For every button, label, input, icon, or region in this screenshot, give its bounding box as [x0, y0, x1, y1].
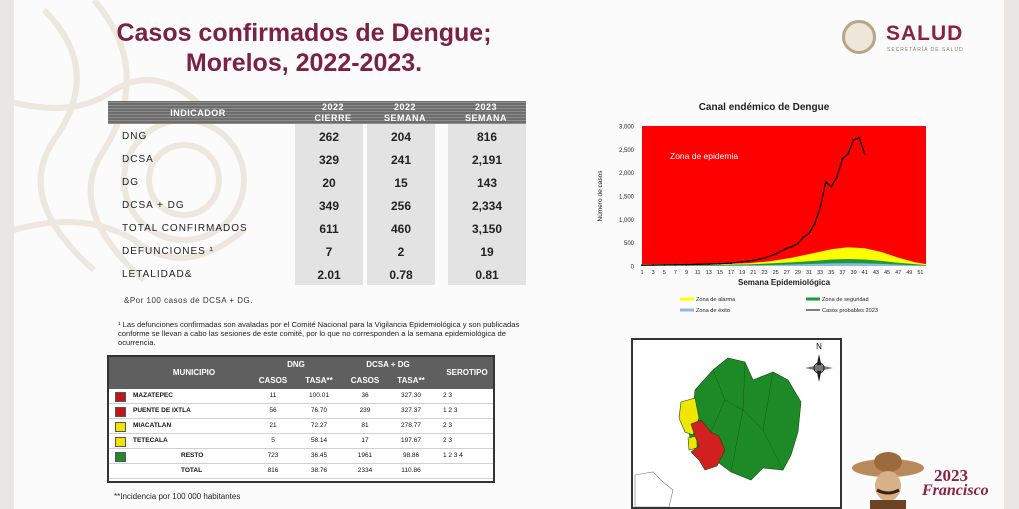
- y-tick-label: 3,000: [618, 124, 634, 131]
- salud-logo: [842, 18, 982, 58]
- cases-point: [708, 263, 710, 265]
- coat-of-arms-icon: [842, 20, 876, 54]
- header-indicador: INDICADOR: [170, 108, 226, 118]
- municipio-value: 100.01: [309, 392, 329, 399]
- cases-point: [819, 207, 821, 209]
- cases-point: [825, 181, 827, 183]
- indicator-label: LETALIDAD&: [122, 269, 193, 280]
- indicator-row: [108, 241, 526, 264]
- y-tick-label: 1,000: [618, 217, 634, 224]
- indicator-value: 15: [394, 176, 408, 190]
- header-casos-2: CASOS: [350, 376, 380, 385]
- chart-title: Canal endémico de Dengue: [698, 102, 830, 113]
- x-tick-label: 43: [872, 270, 879, 276]
- footnote-rate: &Por 100 casos de DCSA + DG.: [124, 296, 253, 305]
- header-2023-semana: SEMANA: [464, 113, 507, 123]
- municipio-value: 197.67: [401, 437, 421, 444]
- slide: [14, 0, 1004, 509]
- cases-point: [803, 236, 805, 238]
- footnote-incidence: **Incidencia por 100 000 habitantes: [114, 492, 241, 501]
- indicator-label: DNG: [122, 131, 148, 142]
- x-tick-label: 23: [761, 270, 768, 276]
- municipio-name: PUENTE DE IXTLA: [133, 407, 191, 414]
- cases-point: [697, 263, 699, 265]
- municipio-name: MIACATLAN: [133, 422, 172, 429]
- header-2022-cierre-year: 2022: [321, 102, 345, 112]
- cases-point: [652, 264, 654, 266]
- x-tick-label: 41: [861, 270, 868, 276]
- cases-point: [791, 246, 793, 248]
- indicator-value: 0.81: [475, 268, 499, 282]
- indicator-value: 329: [318, 153, 340, 167]
- cases-point: [641, 264, 643, 266]
- municipio-value: 327.30: [401, 392, 421, 399]
- legend-entry: Casos probables 2023: [822, 308, 878, 314]
- municipio-value: 17: [361, 437, 369, 444]
- color-swatch: [115, 437, 126, 447]
- indicator-value: 460: [390, 222, 412, 236]
- indicator-value: 20: [322, 176, 336, 190]
- x-tick-label: 31: [805, 270, 813, 276]
- header-casos: CASOS: [258, 376, 288, 385]
- x-tick-label: 19: [739, 270, 746, 276]
- cases-point: [864, 153, 866, 155]
- municipio-value: 327.37: [401, 407, 421, 414]
- y-tick-label: 1,500: [618, 194, 634, 201]
- header-2022-semana-year: 2022: [393, 102, 417, 112]
- indicator-value: 0.78: [389, 268, 413, 282]
- header-2023-semana-year: 2023: [474, 102, 498, 112]
- page-title: [94, 18, 514, 78]
- cases-point: [797, 243, 799, 245]
- logo-name: SALUD: [886, 22, 964, 45]
- municipio-table: [107, 355, 495, 483]
- cases-point: [847, 153, 849, 155]
- municipio-value: 21: [269, 422, 277, 429]
- x-tick-label: 37: [839, 270, 846, 276]
- inset-mexico-map: [635, 472, 673, 507]
- cases-point: [752, 260, 754, 262]
- legend-entry: Zona de seguridad: [822, 297, 869, 303]
- municipio-value: 816: [267, 467, 279, 474]
- municipio-row: [109, 450, 493, 464]
- brand-year: 2023: [934, 466, 968, 485]
- municipio-row: [109, 405, 493, 419]
- indicator-value: 241: [390, 153, 412, 167]
- municipio-value: 239: [359, 407, 371, 414]
- y-tick-label: 2,000: [618, 171, 634, 178]
- municipio-value: 76.70: [310, 407, 328, 414]
- zone-epidemia-label: Zona de epidemia: [670, 151, 739, 161]
- x-tick-label: 15: [716, 270, 724, 276]
- villa-portrait-icon: [850, 448, 930, 509]
- x-tick-label: 33: [817, 270, 824, 276]
- municipio-serotipo: 2 3: [443, 392, 453, 399]
- indicator-table: [108, 101, 526, 285]
- north-label: N: [816, 342, 822, 351]
- legend-entry: Zona de éxito: [696, 308, 730, 314]
- francisco-villa-logo: [850, 448, 1004, 509]
- indicator-label: DCSA + DG: [122, 200, 185, 211]
- north-arrow-icon: [805, 354, 833, 382]
- cases-point: [808, 232, 810, 234]
- header-tasa-2: TASA**: [397, 376, 425, 385]
- header-2022-cierre: CIERRE: [314, 113, 352, 123]
- indicator-row: [108, 264, 526, 287]
- indicator-row: [108, 195, 526, 218]
- header-2022-semana: SEMANA: [383, 113, 426, 123]
- color-swatch: [115, 452, 126, 462]
- cases-point: [741, 261, 743, 263]
- x-tick-label: 49: [906, 270, 913, 276]
- municipio-value: 11: [269, 392, 277, 399]
- footnote-deaths: ¹ Las defunciones confirmadas son avaladas por el Comité Nacional para la Vigilancia Epidemiológica y son publicadas conforme se llevan a cabo las sesiones de este comité, por lo que no corresponden a la semana epidemiológica de ocurrencia.: [118, 320, 520, 347]
- indicator-value: 262: [318, 130, 340, 144]
- municipio-name: TETECALA: [133, 437, 168, 444]
- y-axis-label: Número de casos: [597, 170, 604, 222]
- municipio-value: 2334: [357, 467, 373, 474]
- indicator-row: [108, 126, 526, 149]
- logo-subtitle: SECRETARÍA DE SALUD: [887, 47, 964, 53]
- color-swatch: [115, 392, 126, 402]
- municipio-value: 36: [361, 392, 369, 399]
- x-tick-label: 1: [640, 270, 644, 276]
- indicator-label: DEFUNCIONES ¹: [122, 246, 214, 257]
- municipio-value: 1961: [357, 452, 373, 459]
- municipio-value: 98.86: [402, 452, 420, 459]
- municipio-value: 81: [361, 422, 369, 429]
- x-tick-label: 35: [828, 270, 835, 276]
- municipio-row: [109, 390, 493, 404]
- indicator-label: DG: [122, 177, 139, 188]
- indicator-value: 349: [318, 199, 340, 213]
- indicator-value: 3,150: [471, 222, 503, 236]
- title-line-2: Morelos, 2022-2023.: [185, 49, 423, 77]
- municipio-row: [109, 420, 493, 434]
- indicator-value: 2,191: [471, 153, 503, 167]
- indicator-value: 256: [390, 199, 412, 213]
- cases-point: [686, 264, 688, 266]
- indicator-value: 2.01: [317, 268, 341, 282]
- municipio-value: 723: [267, 452, 279, 459]
- x-tick-label: 9: [685, 270, 689, 276]
- header-dng: DNG: [287, 360, 305, 369]
- cases-point: [764, 257, 766, 259]
- x-tick-label: 47: [895, 270, 902, 276]
- x-axis-label: Semana Epidemiológica: [737, 278, 831, 287]
- municipio-name: RESTO: [181, 452, 204, 459]
- cases-point: [786, 247, 788, 249]
- cases-point: [853, 139, 855, 141]
- municipio-value: 58.14: [310, 437, 328, 444]
- x-tick-label: 11: [694, 270, 701, 276]
- cases-point: [836, 176, 838, 178]
- indicator-value: 2,334: [471, 199, 503, 213]
- municipio-value: 38.76: [310, 467, 328, 474]
- indicator-value: 204: [390, 130, 412, 144]
- municipio-value: 278.77: [401, 422, 421, 429]
- indicator-value: 2: [397, 245, 405, 259]
- cases-point: [663, 264, 665, 266]
- header-serotipo: SEROTIPO: [446, 368, 488, 377]
- municipio-name: TOTAL: [181, 467, 203, 474]
- x-tick-label: 51: [917, 270, 924, 276]
- municipio-serotipo: 2 3: [443, 422, 453, 429]
- cases-point: [858, 137, 860, 139]
- legend-entry: Zona de alarma: [696, 297, 736, 303]
- municipio-row: [109, 465, 493, 479]
- municipio-value: 56: [269, 407, 277, 414]
- cases-point: [730, 262, 732, 264]
- y-tick-label: 500: [623, 241, 634, 248]
- municipio-value: 5: [271, 437, 275, 444]
- header-municipio: MUNICIPIO: [172, 368, 216, 377]
- indicator-value: 816: [476, 130, 498, 144]
- indicator-row: [108, 218, 526, 241]
- indicator-label: TOTAL CONFIRMADOS: [122, 223, 248, 234]
- y-tick-label: 2,500: [618, 147, 634, 154]
- municipio-serotipo: 1 2 3: [443, 407, 458, 414]
- morelos-map: [631, 338, 842, 509]
- municipio-value: 72.27: [310, 422, 328, 429]
- municipio-serotipo: 2 3: [443, 437, 453, 444]
- indicator-row: [108, 149, 526, 172]
- color-swatch: [115, 407, 126, 417]
- endemic-channel-chart: [584, 98, 944, 323]
- cases-point: [719, 263, 721, 265]
- x-tick-label: 29: [794, 270, 801, 276]
- indicator-value: 143: [476, 176, 498, 190]
- x-tick-label: 7: [673, 270, 677, 276]
- cases-point: [842, 158, 844, 160]
- indicator-label: DCSA: [122, 154, 154, 165]
- x-tick-label: 3: [651, 270, 655, 276]
- indicator-value: 611: [319, 222, 339, 236]
- zone-epidemia-area: [642, 126, 926, 266]
- x-tick-label: 39: [850, 270, 857, 276]
- y-tick-label: 0: [630, 264, 634, 271]
- title-line-1: Casos confirmados de Dengue;: [116, 19, 492, 47]
- municipio-serotipo: 1 2 3 4: [443, 452, 463, 459]
- municipio-row: [109, 435, 493, 449]
- brand-name: Francisco: [922, 482, 989, 499]
- indicator-value: 7: [325, 245, 333, 259]
- x-tick-label: 13: [705, 270, 712, 276]
- x-tick-label: 5: [662, 270, 666, 276]
- header-tasa: TASA**: [305, 376, 333, 385]
- cases-point: [830, 186, 832, 188]
- header-dcsa-dg: DCSA + DG: [366, 360, 410, 369]
- x-tick-label: 27: [783, 270, 790, 276]
- municipio-value: 110.86: [401, 467, 421, 474]
- x-tick-label: 17: [728, 270, 735, 276]
- municipio-value: 36.45: [310, 452, 328, 459]
- cases-point: [675, 264, 677, 266]
- cases-point: [775, 253, 777, 255]
- indicator-value: 19: [480, 245, 494, 259]
- x-tick-label: 45: [883, 270, 891, 276]
- municipio-name: MAZATEPEC: [133, 392, 173, 399]
- color-swatch: [115, 422, 126, 432]
- indicator-row: [108, 172, 526, 195]
- cases-point: [814, 223, 816, 225]
- x-tick-label: 21: [750, 270, 757, 276]
- x-tick-label: 25: [772, 270, 779, 276]
